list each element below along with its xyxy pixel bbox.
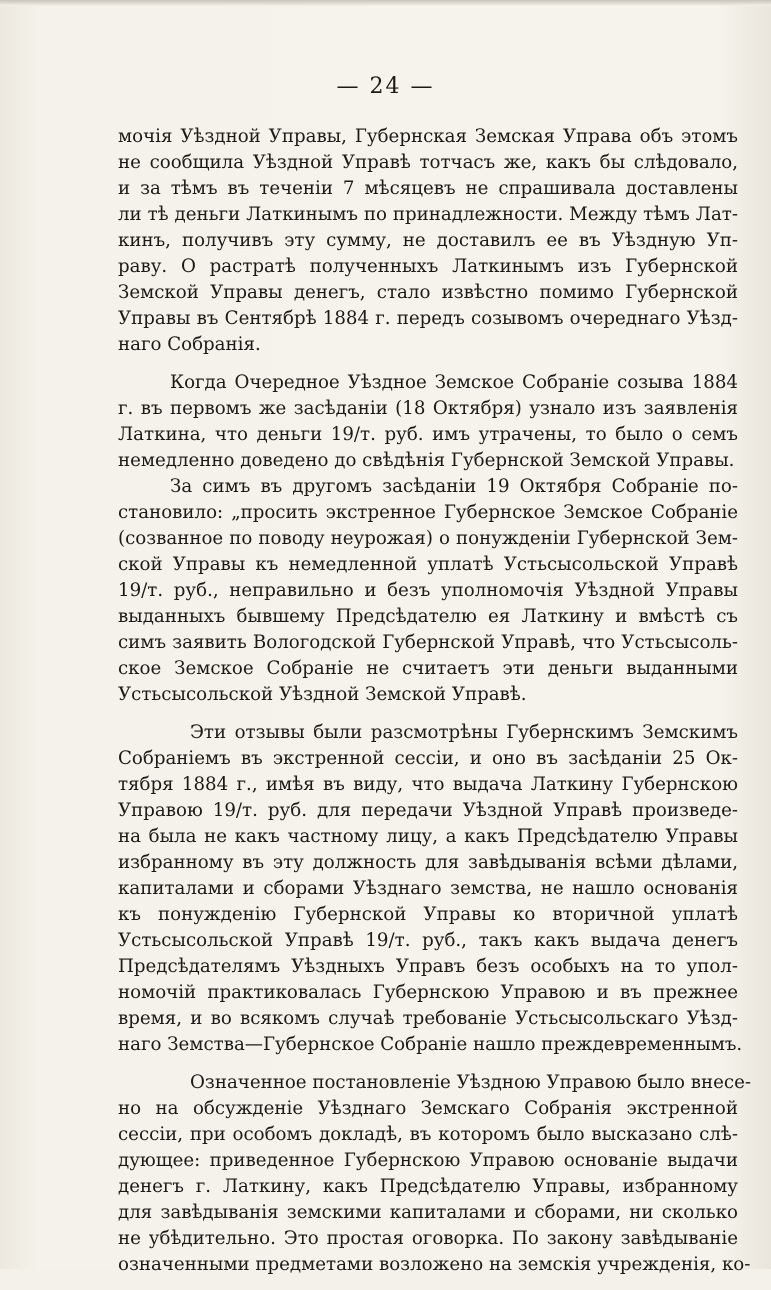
text-line: сессіи, при особомъ докладѣ, въ которомъ было высказано слѣ-	[118, 1124, 738, 1145]
text-line: За симъ въ другомъ засѣданіи 19 Октября Собраніе по-	[170, 476, 738, 497]
page-top-edge	[0, 0, 771, 6]
text-line: и за тѣмъ въ теченіи 7 мѣсяцевъ не спрашивала доставлены	[118, 178, 738, 199]
text-line: мочія Уѣздной Управы, Губернская Земская Управа объ этомъ	[118, 126, 738, 147]
text-line: становило: „просить экстренное Губернское Земское Собраніе	[118, 502, 738, 523]
text-line: для завѣдыванія земскими капиталами и сборами, ни сколько	[118, 1202, 738, 1223]
text-line: Устьсысольской Управѣ 19/т. руб., такъ какъ выдача денегъ	[118, 930, 738, 951]
paragraph	[118, 370, 738, 474]
paragraph	[118, 474, 738, 708]
text-line: капиталами и сборами Уѣзднаго земства, не нашло основанія	[118, 878, 738, 899]
text-line: г. въ первомъ же засѣданіи (18 Октября) узнало изъ заявленія	[118, 398, 738, 419]
text-line: немедленно доведено до свѣдѣнія Губернской Земской Управы.	[118, 450, 735, 471]
text-line: дующее: приведенное Губернскою Управою основаніе выдачи	[118, 1150, 738, 1171]
text-line: Земской Управы денегъ, стало извѣстно помимо Губернской	[118, 282, 738, 303]
text-line: 19/т. руб., неправильно и безъ уполномочія Уѣздной Управы	[118, 580, 738, 601]
text-line: избранному въ эту должность для завѣдыванія всѣми дѣлами,	[118, 852, 738, 873]
text-line: Управою 19/т. руб. для передачи Уѣздной Управѣ произведе-	[118, 800, 738, 821]
text-line: кинъ, получивъ эту сумму, не доставилъ ее въ Уѣздную Уп-	[118, 230, 738, 251]
text-line: на была не какъ частному лицу, а какъ Предсѣдателю Управы	[118, 826, 738, 847]
text-line: выданныхъ бывшему Предсѣдателю ея Латкину и вмѣстѣ съ	[118, 606, 738, 627]
text-line: Означенное постановленіе Уѣздною Управою было внесе-	[190, 1072, 751, 1093]
text-line: Латкина, что деньги 19/т. руб. имъ утрачены, то было о семъ	[118, 424, 738, 445]
text-line: номочій практиковалась Губернскою Управою и въ прежнее	[118, 982, 738, 1003]
text-line: къ понужденію Губернской Управы ко вторичной уплатѣ	[118, 904, 738, 925]
text-line: ской Управы къ немедленной уплатѣ Устьсысольской Управѣ	[118, 554, 738, 575]
text-line: не убѣдительно. Это простая оговорка. По закону завѣдываніе	[118, 1228, 738, 1249]
text-line: Управы въ Сентябрѣ 1884 г. передъ созывомъ очереднаго Уѣзд-	[118, 308, 738, 329]
text-line: раву. О растратѣ полученныхъ Латкинымъ изъ Губернской	[118, 256, 738, 277]
text-line: Эти отзывы были разсмотрѣны Губернскимъ Земскимъ	[190, 722, 738, 743]
text-line: Когда Очередное Уѣздное Земское Собраніе созыва 1884	[170, 372, 738, 393]
text-line: время, и во всякомъ случаѣ требованіе Устьсысольскаго Уѣзд-	[118, 1008, 738, 1029]
page-number: — 24 —	[336, 74, 435, 99]
text-line: ли тѣ деньги Латкинымъ по принадлежности. Между тѣмъ Лат-	[118, 204, 738, 225]
text-line: наго Земства—Губернское Собраніе нашло преждевременнымъ.	[118, 1034, 743, 1055]
text-line: денегъ г. Латкину, какъ Предсѣдателю Управы, избранному	[118, 1176, 738, 1197]
text-line: не сообщила Уѣздной Управѣ тотчасъ же, какъ бы слѣдовало,	[118, 152, 738, 173]
text-line: Собраніемъ въ экстренной сессіи, и оно въ засѣданіи 25 Ок-	[118, 748, 738, 769]
body-text	[118, 124, 751, 1290]
paragraph	[118, 124, 738, 358]
paragraph	[118, 1070, 751, 1278]
paragraph	[118, 720, 743, 1058]
text-line: наго Собранія.	[118, 334, 261, 355]
text-line: ское Земское Собраніе не считаетъ эти деньги выданными	[118, 658, 738, 679]
text-line: означенными предметами возложено на земскія учрежденія, ко-	[118, 1254, 751, 1275]
text-line: (созванное по поводу неурожая) о понужденіи Губернской Зем-	[118, 528, 738, 549]
text-line: тября 1884 г., имѣя въ виду, что выдача Латкину Губернскою	[118, 774, 738, 795]
text-line: но на обсужденіе Уѣзднаго Земскаго Собранія экстренной	[118, 1098, 738, 1119]
text-line: Предсѣдателямъ Уѣздныхъ Управъ безъ особыхъ на то упол-	[118, 956, 738, 977]
text-line: симъ заявить Вологодской Губернской Управѣ, что Устьсысоль-	[118, 632, 738, 653]
text-line: Устьсысольской Уѣздной Земской Управѣ.	[118, 684, 527, 705]
